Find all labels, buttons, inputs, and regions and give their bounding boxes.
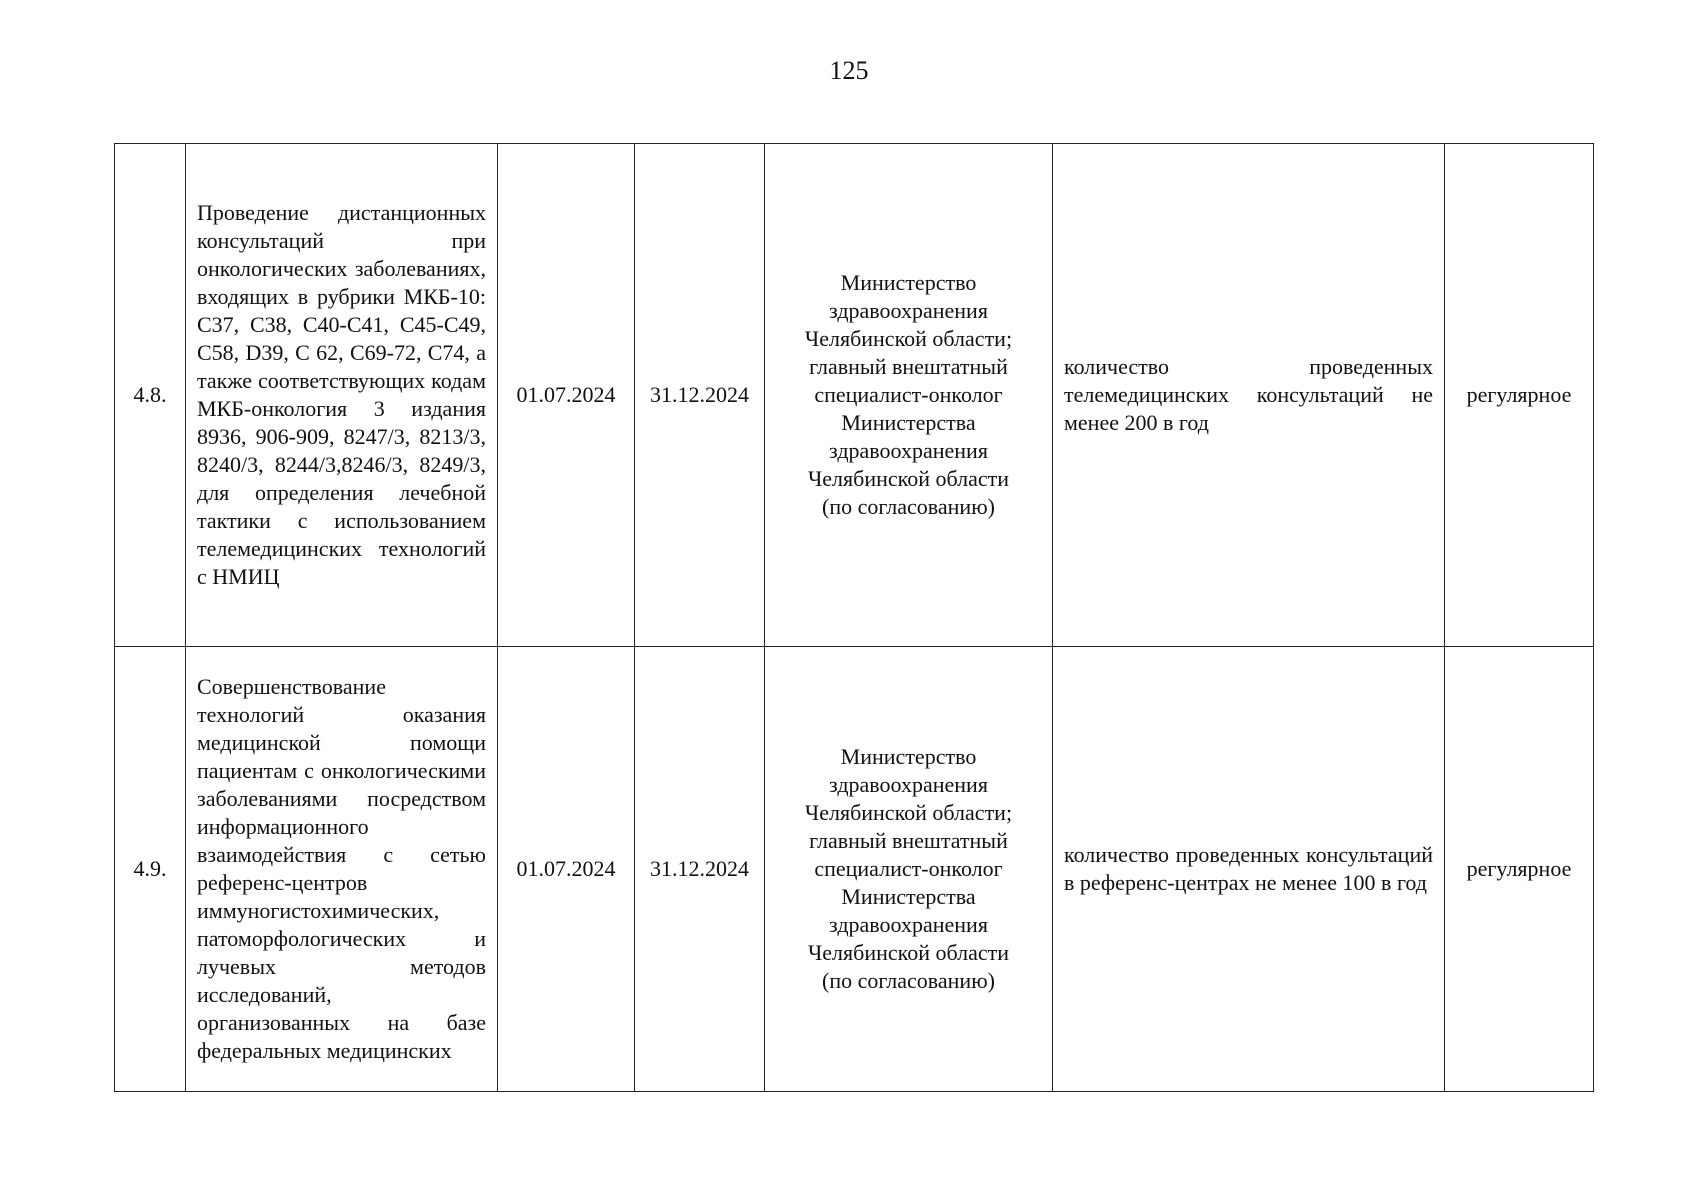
executor-line: Челябинской области; xyxy=(804,326,1013,351)
start-date: 01.07.2024 xyxy=(498,144,635,647)
executor xyxy=(765,144,1053,647)
end-date: 31.12.2024 xyxy=(635,647,765,1092)
executor-line: здравоохранения xyxy=(829,438,988,463)
executor-line: Министерство xyxy=(840,744,977,769)
executor-line: Министерства xyxy=(841,410,976,435)
executor-line: главный внештатный xyxy=(809,354,1008,379)
row-number: 4.8. xyxy=(115,144,186,647)
expected-result: количество проведенных телемедицинских консультаций не менее 200 в год xyxy=(1053,144,1445,647)
executor-line: Челябинской области; xyxy=(804,800,1013,825)
expected-result: количество проведенных консультаций в референс-центрах не менее 100 в год xyxy=(1053,647,1445,1092)
executor-line: главный внештатный xyxy=(809,828,1008,853)
table-row xyxy=(115,144,1594,647)
executor-line: здравоохранения xyxy=(829,912,988,937)
executor-line: (по согласованию) xyxy=(822,968,995,993)
start-date: 01.07.2024 xyxy=(498,647,635,1092)
executor-line: (по согласованию) xyxy=(822,494,995,519)
executor-line: специалист-онколог xyxy=(814,382,1003,407)
periodicity: регулярное xyxy=(1445,647,1594,1092)
measure-description xyxy=(186,144,498,647)
executor-line: Министерства xyxy=(841,884,976,909)
table-row xyxy=(115,647,1594,1092)
executor-line: Министерство xyxy=(840,270,977,295)
periodicity: регулярное xyxy=(1445,144,1594,647)
executor-line: специалист-онколог xyxy=(814,856,1003,881)
row-number: 4.9. xyxy=(115,647,186,1092)
executor xyxy=(765,647,1053,1092)
page-number: 125 xyxy=(829,56,869,85)
executor-line: Челябинской области xyxy=(807,940,1010,965)
plan-table xyxy=(114,143,1594,1092)
measure-description xyxy=(186,647,498,1092)
measure-description-text: Совершенствование технологий оказания медицинской помощи пациентам с онкологическими заболеваниями посредством информационного взаимодействия с сетью референс-центров иммуногистохимических, патоморфологических и лучевых методов исследований, организованных на базе федеральных медицинских xyxy=(197,674,486,1063)
executor-line: здравоохранения xyxy=(829,772,988,797)
executor-line: Челябинской области xyxy=(807,466,1010,491)
executor-line: здравоохранения xyxy=(829,298,988,323)
end-date: 31.12.2024 xyxy=(635,144,765,647)
measure-description-text: Проведение дистанционных консультаций при онкологических заболеваниях, входящих в рубрики МКБ-10: C37, C38, C40-C41, C45-C49, C58, D39, C 62, C69-72, C74, а также соответствующих кодам МКБ-онкология 3 издания 8936, 906-909, 8247/3, 8213/3, 8240/3, 8244/3,8246/3, 8249/3, для определения лечебной тактики с использованием телемедицинских технологий с НМИЦ xyxy=(197,200,486,589)
